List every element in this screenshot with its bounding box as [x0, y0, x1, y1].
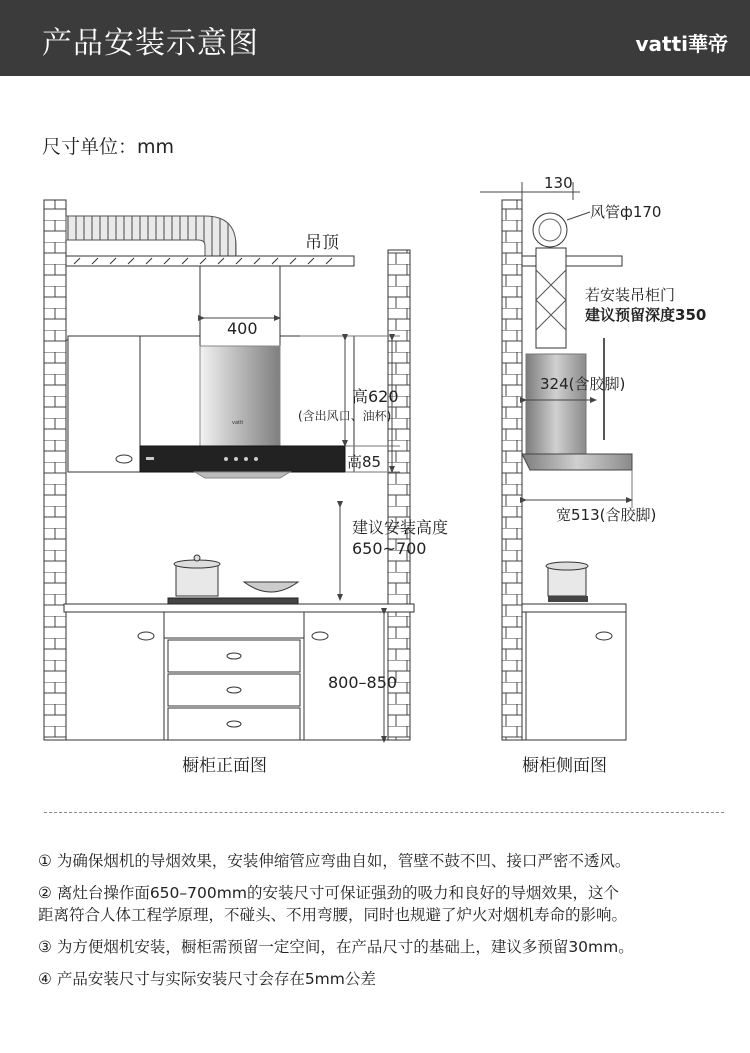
note-2	[38, 882, 728, 926]
cabinet-handle	[116, 455, 132, 463]
upper-cabinet-left	[68, 336, 140, 472]
left-brick-wall	[44, 200, 66, 740]
install-height-label-1: 建议安装高度	[352, 518, 449, 537]
height-620-label: 高620	[352, 387, 399, 406]
cabinet-height-label: 800–850	[328, 673, 398, 692]
right-brick-wall	[388, 250, 410, 740]
dim-400-label: 400	[227, 319, 258, 338]
note-2-line-1: ② 离灶台操作面650–700mm的安装尺寸可保证强劲的吸力和良好的导烟效果，这个	[38, 884, 619, 902]
height-620-note: (含出风口、油杯)	[298, 409, 392, 423]
lower-cabinet-left	[66, 612, 164, 740]
drawer-top	[164, 612, 304, 638]
separator-line	[44, 812, 724, 813]
cabinet-door-note-1: 若安装吊柜门	[585, 286, 676, 304]
page-title: 产品安装示意图	[42, 26, 259, 61]
height-85-label: 高85	[347, 453, 382, 471]
dim-130-label: 130	[544, 174, 573, 192]
installation-notes	[38, 850, 728, 1000]
ceiling-label: 吊顶	[305, 233, 339, 253]
pot	[176, 564, 218, 596]
note-3: ③ 为方便烟机安装，橱柜需预留一定空间，在产品尺寸的基础上，建议多预留30mm。	[38, 938, 634, 956]
brand-logo: vatti華帝	[635, 32, 728, 56]
install-height-label-2: 650~700	[352, 539, 427, 558]
hood-panel	[140, 446, 345, 472]
note-2-line-2: 距离符合人体工程学原理，不碰头、不用弯腰，同时也规避了炉火对烟机寿命的影响。	[38, 906, 628, 924]
wok	[244, 582, 298, 592]
side-lower-cabinet	[526, 612, 626, 740]
side-hood-chimney	[526, 354, 586, 454]
note-1: ① 为确保烟机的导烟效果，安装伸缩管应弯曲自如，管壁不鼓不凹、接口严密不透风。	[38, 852, 631, 870]
page-header	[0, 0, 750, 76]
front-caption: 橱柜正面图	[182, 756, 267, 776]
side-hood-panel	[522, 454, 632, 470]
width-513-label: 宽513(含胶脚)	[556, 506, 657, 524]
installation-diagram	[0, 160, 750, 790]
hood-base	[195, 472, 290, 478]
countertop	[64, 604, 414, 612]
depth-324-label: 324(含胶脚)	[540, 375, 626, 393]
cabinet-door-note-2: 建议预留深度350	[585, 306, 707, 324]
duct-circle	[533, 213, 567, 247]
side-brick-wall	[502, 200, 522, 740]
side-view	[480, 174, 706, 776]
hood-brand-mark: vatti	[232, 420, 244, 426]
side-countertop	[522, 604, 626, 612]
side-caption: 橱柜侧面图	[522, 756, 607, 776]
side-duct-column	[536, 248, 566, 348]
unit-label: 尺寸单位：mm	[42, 136, 175, 158]
duct-label: 风管ф170	[590, 203, 662, 221]
gas-stove	[168, 598, 298, 604]
note-4: ④ 产品安装尺寸与实际安装尺寸会存在5mm公差	[38, 970, 376, 988]
flex-duct	[66, 216, 236, 256]
front-view	[44, 200, 448, 776]
hood-chimney	[200, 346, 280, 446]
